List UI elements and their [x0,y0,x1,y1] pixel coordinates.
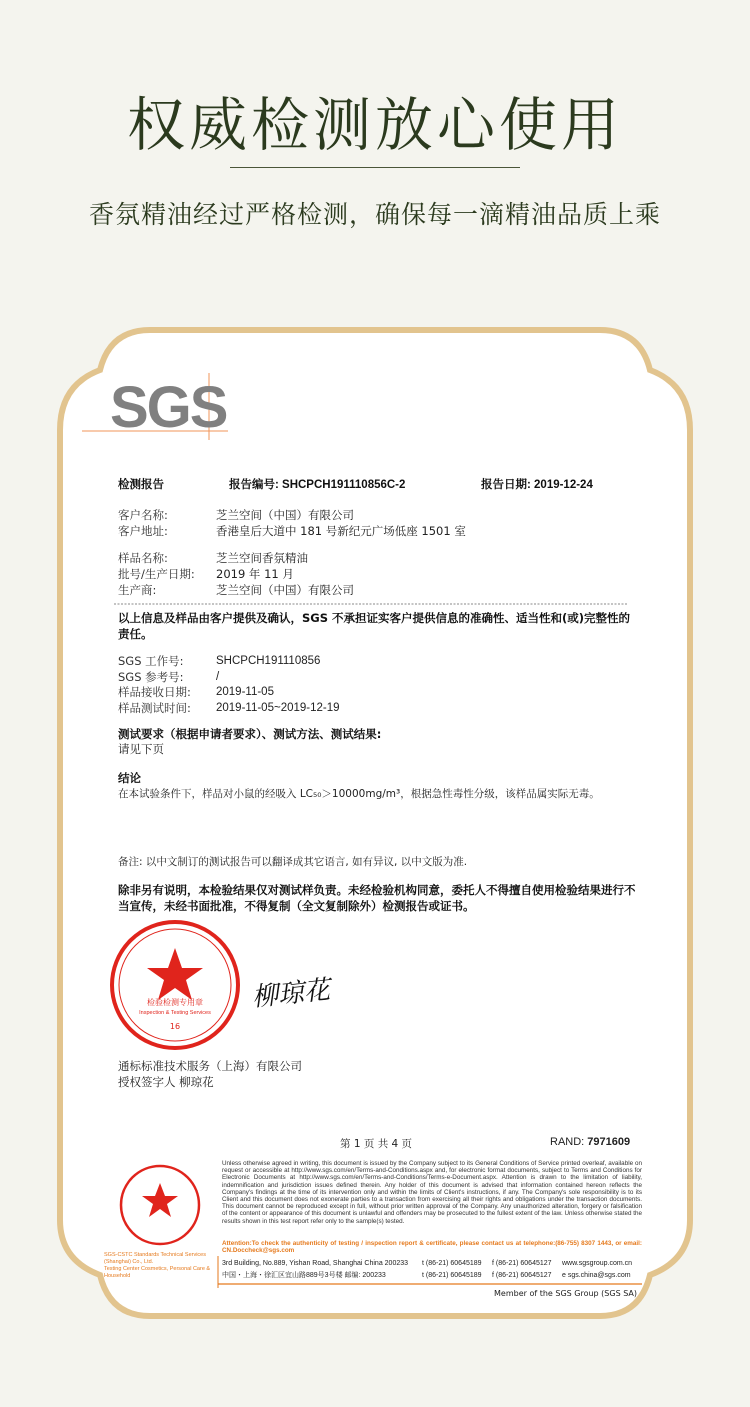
field-label: 样品接收日期: [118,685,191,699]
conclusion-heading: 结论 [118,771,141,785]
address-cn: 中国・上海・徐汇区宜山路889号3号楼 邮编: 200233 [222,1272,386,1279]
sample-info [118,550,354,598]
website[interactable]: www.sgsgroup.com.cn [562,1260,633,1267]
report-date: 报告日期: 2019-12-24 [481,479,593,491]
rand-code [550,1136,630,1148]
field-label: 样品测试时间: [118,700,191,715]
official-stamp [108,918,242,1052]
rand-label: RAND: [550,1136,588,1148]
contact-info [222,1258,642,1282]
stamp-number: 16 [169,1022,181,1031]
stamp-english: Inspection & Testing Services [139,1010,211,1016]
doc-type: 检测报告 [118,477,164,491]
statement: 除非另有说明，本检验结果仅对测试样负责。未经检验机构同意，委托人不得擅自使用检验结果进行不当宣传，未经书面批准，不得复制（全文复制除外）检测报告或证书。 [118,883,636,913]
field-value: 2019 年 11 月 [216,567,294,581]
field-value: 芝兰空间香氛精油 [216,551,308,565]
test-heading: 测试要求（根据申请者要求）、测试方法、测试结果: [118,727,382,741]
authenticity-notice: Attention:To check the authenticity of testing / inspection report & certificate, please contact us at telephone:(86-755) 8307 1443, or email: CN.Doccheck@sgs.com [222,1240,642,1255]
field-label: SGS 工作号: [118,654,184,668]
field-value: 2019-11-05~2019-12-19 [216,701,340,714]
job-info [118,654,340,716]
address-en: 3rd Building, No.889, Yishan Road, Shanghai China 200233 [222,1260,409,1267]
page-title: 权威检测放心使用 [126,91,623,159]
footer-stamp [118,1163,202,1247]
lab-line-2: Testing Center Cosmetics, Personal Care & Household [104,1266,211,1279]
field-value: 芝兰空间（中国）有限公司 [216,583,354,597]
page-subtitle: 香氛精油经过严格检测，确保每一滴精油品质上乘 [88,200,661,229]
legal-text: Unless otherwise agreed in writing, this document is issued by the Company subject to its General Conditions of Service printed overleaf, available on request or accessible at http://www.sgs.com/en/Terms-and-Conditions.aspx and, for electronic format documents, subject to Terms and Conditions for Electronic Documents at http://www.sgs.com/en/Terms-and-Conditions/Terms-e-Document.aspx. Attention is drawn to the limitation of liability, indemnification and jurisdiction issues defined therein. Any holder of this document is advised that information contained hereon reflects the Company's findings at the time of its intervention only and within the limits of Client's instructions, if any. The Company's sole responsibility is to its Client and this document does not exonerate parties to a transaction from exercising all their rights and obligations under the transaction documents. This document cannot be reproduced except in full, without prior written approval of the Company. Any unauthorized alteration, forgery or falsification of the content or appearance of this document is unlawful and offenders may be prosecuted to the fullest extent of the law. Unless otherwise stated the results shown in this test report refer only to the sample(s) tested. [222,1160,642,1225]
fax: f (86-21) 60645127 [492,1272,552,1279]
tel: t (86-21) 60645189 [422,1260,482,1267]
stamp-subtitle: 检验检测专用章 [147,998,203,1007]
lab-line-1: SGS-CSTC Standards Technical Services (Shanghai) Co., Ltd. [104,1252,206,1265]
fax: f (86-21) 60645127 [492,1260,552,1267]
field-label: 样品名称: [118,551,168,565]
field-label: 批号/生产日期: [118,567,195,581]
tel: t (86-21) 60645189 [422,1272,482,1279]
client-info [118,507,466,539]
field-value: 芝兰空间（中国）有限公司 [216,508,354,522]
field-label: 生产商: [118,583,157,597]
field-value: 香港皇后大道中 181 号新纪元广场低座 1501 室 [216,524,466,538]
conclusion-text: 在本试验条件下，样品对小鼠的经吸入 LC₅₀＞10000mg/m³，根据急性毒性分级，该样品属实际无毒。 [118,788,600,800]
sgs-logo: SGS [110,375,227,440]
signatory-block [118,1058,302,1090]
note: 备注: 以中文制订的测试报告可以翻译成其它语言, 如有异议, 以中文版为准. [118,856,468,868]
field-value: SHCPCH191110856 [216,655,321,667]
field-label: 客户地址: [118,524,168,538]
report-number: 报告编号: SHCPCH191110856C-2 [229,479,406,491]
rand-value: 7971609 [587,1136,631,1148]
disclaimer: 以上信息及样品由客户提供及确认，SGS 不承担证实客户提供信息的准确性、适当性和(或)完整性的责任。 [118,611,631,641]
signatory-name: 授权签字人 柳琼花 [118,1075,214,1089]
field-value: 2019-11-05 [216,686,274,698]
field-label: SGS 参考号: [118,669,184,684]
signature: 柳琼花 [250,975,332,1013]
field-label: 客户名称: [118,508,168,522]
member-text: Member of the SGS Group (SGS SA) [494,1289,638,1298]
company-name: 通标标准技术服务（上海）有限公司 [118,1059,302,1073]
lab-name [104,1252,214,1280]
page-count: 第 1 页 共 4 页 [340,1138,413,1150]
field-value: / [216,670,220,683]
email[interactable]: e sgs.china@sgs.com [562,1272,631,1279]
test-text: 请见下页 [118,742,164,756]
